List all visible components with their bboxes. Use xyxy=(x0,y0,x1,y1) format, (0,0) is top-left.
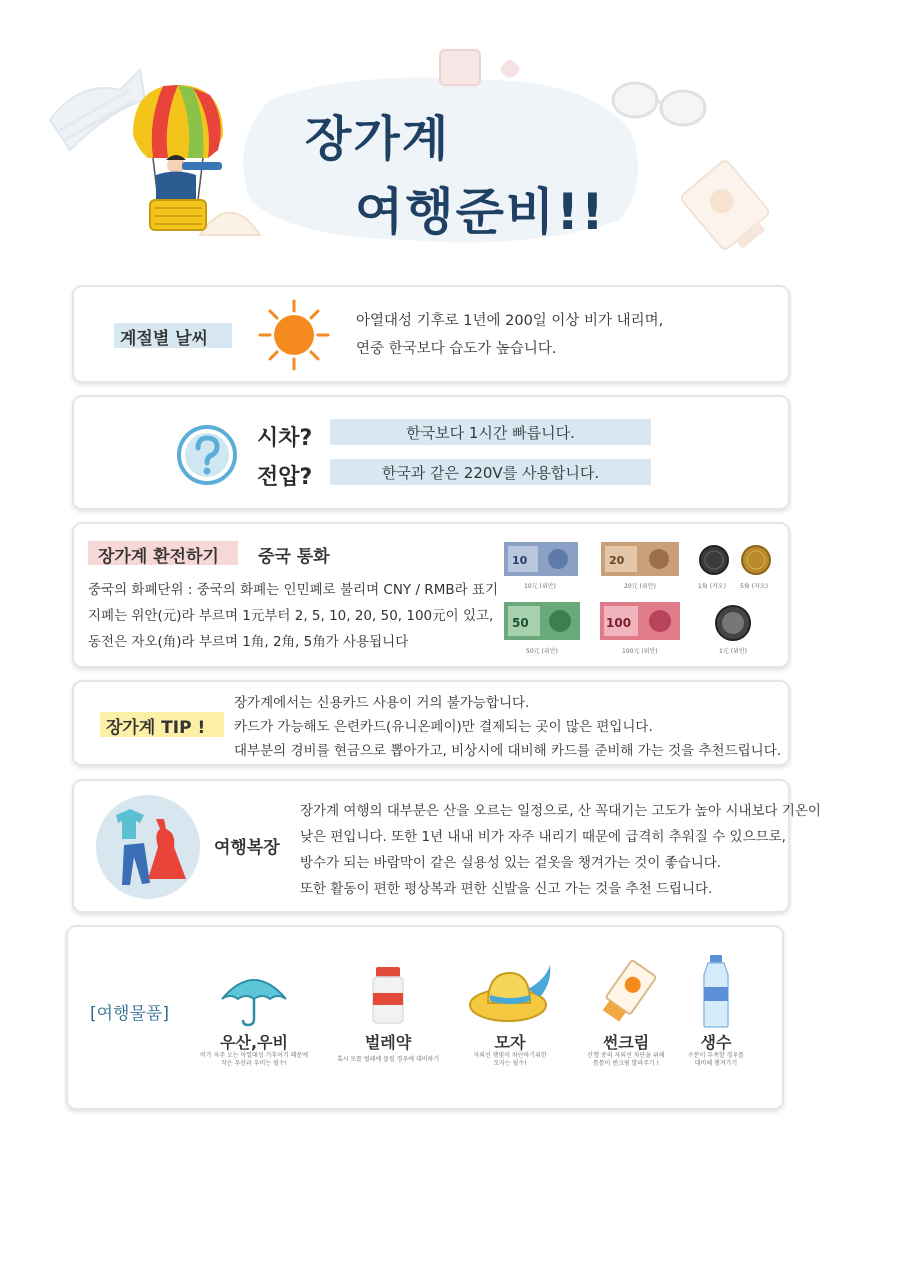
water-bottle-icon xyxy=(699,953,733,1029)
coin-1jiao-caption: 1角 (자오) xyxy=(698,583,726,590)
question-icon xyxy=(176,424,238,486)
umbrella-icon xyxy=(218,967,290,1029)
tip-text-line1: 장가계에서는 신용카드 사용이 거의 불가능합니다. xyxy=(234,695,530,711)
coin-5jiao-caption: 5角 (자오) xyxy=(740,583,768,590)
cup-decoration-icon xyxy=(420,40,540,100)
item-name-umbrella: 우산,우비 xyxy=(220,1033,288,1052)
coin-1yuan-caption: 1元 (위안) xyxy=(719,648,747,655)
currency-heading: 중국 통화 xyxy=(258,547,330,567)
sunscreen-icon xyxy=(592,957,662,1029)
tip-card xyxy=(72,680,790,766)
item-note-water-line1: 수분이 부족할 경우를 xyxy=(688,1052,744,1059)
item-name-hat: 모자 xyxy=(494,1033,526,1052)
clothing-icon xyxy=(94,793,202,901)
item-name-bug-spray: 벌레약 xyxy=(364,1033,412,1052)
clothing-card xyxy=(72,779,821,913)
item-note-hat-line2: 모자는 필수! xyxy=(493,1060,527,1068)
currency-text-line1: 중국의 화폐단위 : 중국의 화폐는 인민폐로 불리며 CNY / RMB라 표기 xyxy=(88,582,499,598)
item-name-sunscreen: 썬크림 xyxy=(602,1033,650,1052)
weather-text-line1: 아열대성 기후로 1년에 200일 이상 비가 내리며, xyxy=(356,313,664,329)
time-difference-question: 시차? xyxy=(257,426,313,451)
clothing-text-line3: 방수가 되는 바람막이 같은 실용성 있는 겉옷을 챙겨가는 것이 좋습니다. xyxy=(300,855,722,871)
voltage-question: 전압? xyxy=(257,465,313,490)
currency-card xyxy=(72,522,790,668)
svg-text:20: 20 xyxy=(609,554,625,567)
page-title-line1: 장가계 xyxy=(305,111,451,167)
tip-text-line3: 대부분의 경비를 현금으로 뽑아가고, 비상시에 대비해 카드를 준비해 가는 것을 추천드립니다. xyxy=(234,743,782,759)
time-voltage-card xyxy=(72,395,790,510)
banknote-10-caption: 10元 (위안) xyxy=(524,583,556,590)
item-note-water-line2: 대비해 챙겨가기 xyxy=(694,1060,738,1068)
tip-label: 장가계 TIP ! xyxy=(106,718,206,738)
bug-spray-icon xyxy=(368,965,408,1027)
banknote-20 xyxy=(601,542,679,576)
item-note-sunscreen-line1: 산행 중의 자외선 차단을 위해 xyxy=(587,1052,665,1059)
item-note-hat-line1: 자외선 햇빛이 차단하기위한 xyxy=(473,1052,547,1059)
banknote-10 xyxy=(504,542,578,576)
hat-icon xyxy=(468,959,554,1027)
travel-items-label: [여행물품] xyxy=(90,1004,169,1024)
banknote-20-caption: 20元 (위안) xyxy=(624,583,656,590)
banknote-50 xyxy=(504,602,580,640)
coin-1jiao-icon xyxy=(698,544,730,576)
suncream-decoration-icon xyxy=(665,150,785,260)
clothing-text-line2: 낮은 편입니다. 또한 1년 내내 비가 자주 내리기 때문에 급격히 추워질 수 있으므로, xyxy=(300,829,786,845)
travel-items-card xyxy=(66,925,784,1110)
coin-1yuan-icon xyxy=(714,604,752,642)
item-note-water xyxy=(646,1052,786,1069)
item-note-bug-spray xyxy=(318,1056,458,1064)
item-name-water: 생수 xyxy=(700,1033,732,1052)
clothing-text-line4: 또한 활동이 편한 평상복과 편한 신발을 신고 가는 것을 추천 드립니다. xyxy=(300,881,713,897)
item-note-umbrella-line2: 작은 우산과 우비는 필수! xyxy=(220,1060,288,1068)
weather-text-line2: 연중 한국보다 습도가 높습니다. xyxy=(356,341,557,357)
clothing-text-line1: 장가계 여행의 대부분은 산을 오르는 일정으로, 산 꼭대기는 고도가 높아 시내보다 기온이 xyxy=(300,803,821,819)
page-title-line2: 여행준비!! xyxy=(355,183,606,241)
coin-5jiao-icon xyxy=(740,544,772,576)
currency-label: 장가계 환전하기 xyxy=(98,547,219,567)
hot-air-balloon-icon xyxy=(118,80,248,235)
item-note-umbrella xyxy=(184,1052,324,1069)
banknote-100 xyxy=(600,602,680,640)
item-note-sunscreen-line2: 틈틈이 썬크림 발라주기 ! xyxy=(592,1060,660,1068)
voltage-answer: 한국과 같은 220V를 사용합니다. xyxy=(381,464,600,482)
svg-text:10: 10 xyxy=(512,554,528,567)
banknote-100-caption: 100元 (위안) xyxy=(622,648,658,655)
svg-text:100: 100 xyxy=(606,616,632,630)
currency-text-line2: 지폐는 위안(元)라 부르며 1元부터 2, 5, 10, 20, 50, 100元이 있고, xyxy=(88,608,494,624)
sunglasses-decoration-icon xyxy=(605,60,715,140)
item-note-bug-spray-line1: 혹시 모를 벌레에 물릴 경우에 대비하기 xyxy=(336,1056,440,1063)
tip-text-line2: 카드가 가능해도 은련카드(유니온페이)만 결제되는 곳이 많은 편입니다. xyxy=(234,719,653,735)
sun-icon xyxy=(258,299,330,371)
weather-card xyxy=(72,285,790,383)
currency-text-line3: 동전은 자오(角)라 부르며 1角, 2角, 5角가 사용됩니다 xyxy=(88,634,409,650)
banknote-50-caption: 50元 (위안) xyxy=(526,648,558,655)
svg-text:50: 50 xyxy=(512,616,529,630)
time-difference-answer: 한국보다 1시간 빠릅니다. xyxy=(406,424,575,442)
item-note-umbrella-line1: 비가 자주 오는 아열대성 기후이기 때문에 xyxy=(199,1052,309,1059)
weather-label: 계절별 날씨 xyxy=(120,329,209,349)
clothing-label: 여행복장 xyxy=(214,838,280,858)
